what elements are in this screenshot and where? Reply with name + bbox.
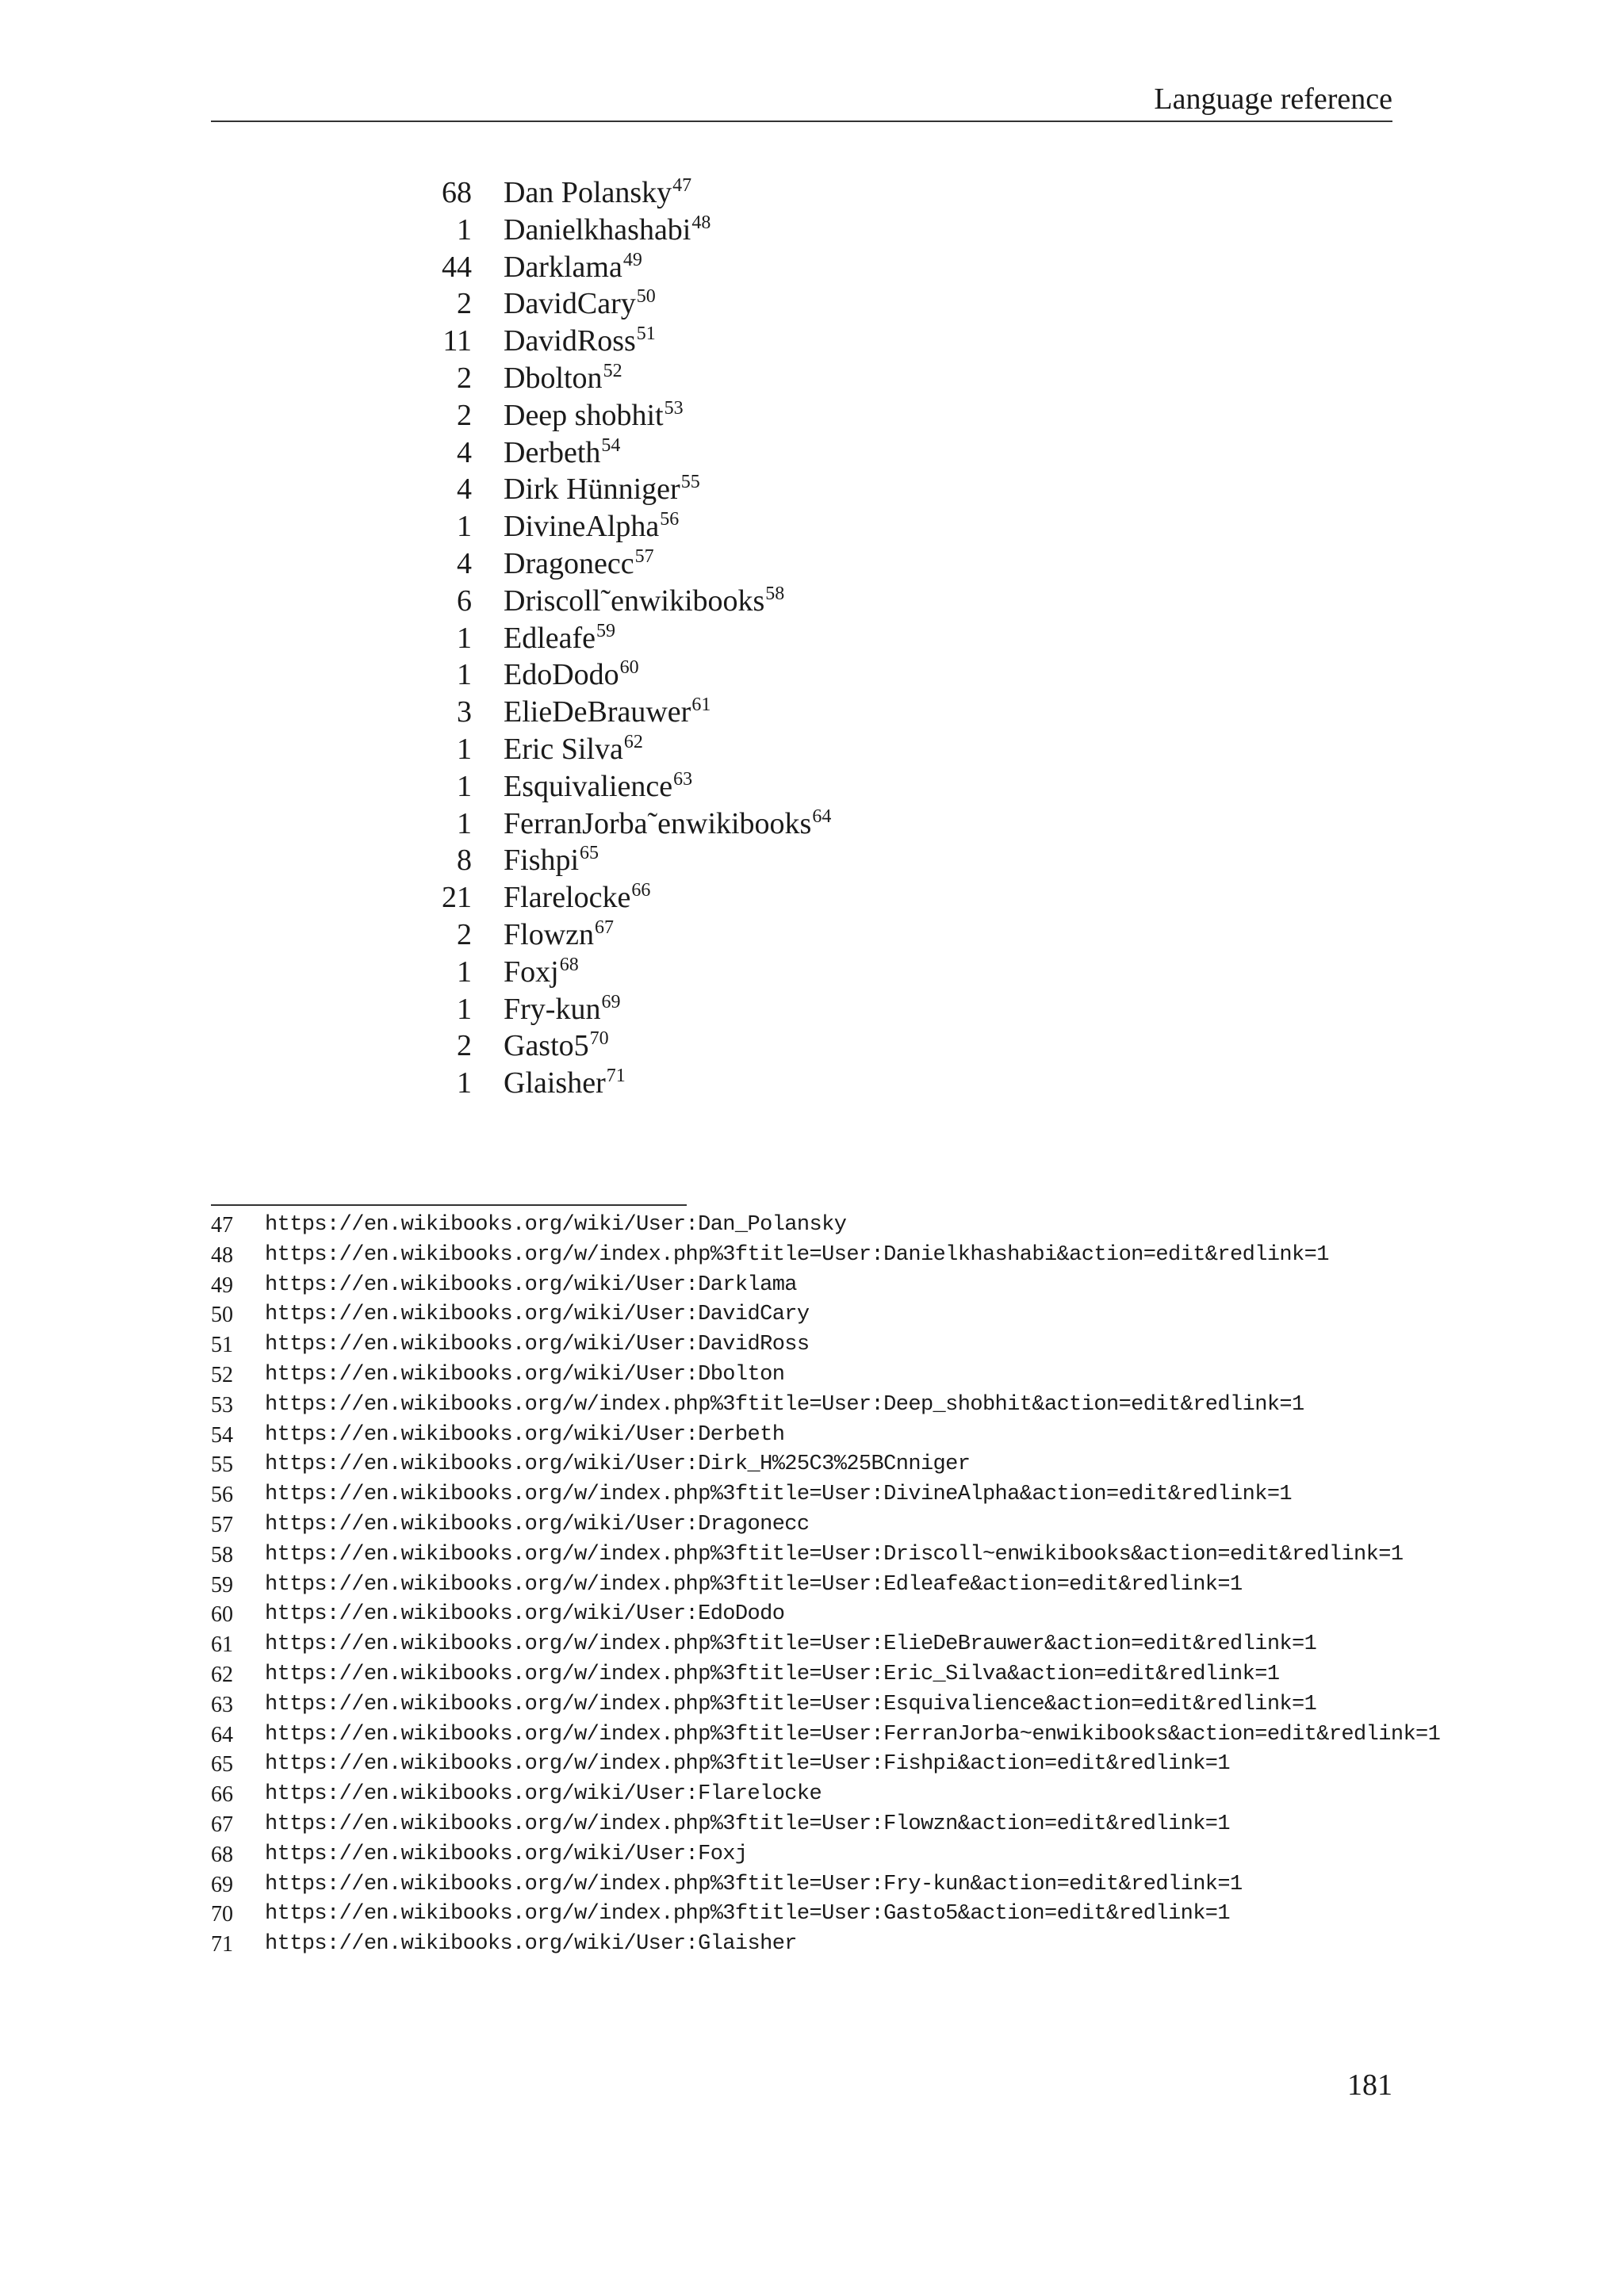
footnote	[211, 1750, 1583, 1780]
footnote-marker[interactable]: 64	[812, 806, 832, 827]
contribution-count: 1	[457, 1066, 472, 1100]
footnote-marker[interactable]: 56	[660, 509, 680, 530]
footnote-url[interactable]: https://en.wikibooks.org/wiki/User:Flarelocke	[265, 1782, 822, 1807]
footnote-url[interactable]: https://en.wikibooks.org/wiki/User:Dragonecc	[265, 1512, 810, 1536]
header-rule	[211, 121, 1392, 122]
contributor-entry	[504, 768, 692, 806]
contributor-row	[412, 1065, 1205, 1102]
contributor-name: ElieDeBrauwer	[504, 695, 691, 729]
contributor-entry	[504, 471, 700, 508]
contributor-entry	[504, 323, 656, 360]
contributor-row	[412, 174, 1205, 212]
contributor-entry	[504, 656, 639, 694]
footnote	[211, 1241, 1583, 1271]
footnote-url[interactable]: https://en.wikibooks.org/w/index.php%3ftitle=User:Flowzn&action=edit&redlink=1	[265, 1812, 1231, 1836]
footnote-url[interactable]: https://en.wikibooks.org/w/index.php%3ftitle=User:Edleafe&action=edit&redlink=1	[265, 1572, 1243, 1597]
contribution-count: 3	[457, 695, 472, 729]
footnote	[211, 1630, 1583, 1660]
footnote-marker[interactable]: 60	[619, 657, 639, 679]
contribution-count: 21	[442, 881, 472, 915]
footnote	[211, 1780, 1583, 1810]
contributor-row	[412, 879, 1205, 916]
footnote	[211, 1540, 1583, 1571]
contributor-name: Glaisher	[504, 1066, 606, 1100]
contributor-entry	[504, 360, 622, 397]
footnote	[211, 1300, 1583, 1330]
contributor-name: Driscoll˜enwikibooks	[504, 584, 765, 618]
contributor-entry	[504, 1065, 626, 1102]
footnote-marker[interactable]: 48	[691, 212, 711, 233]
contributor-name: Foxj	[504, 955, 559, 989]
contribution-count: 4	[457, 473, 472, 507]
footnote-marker[interactable]: 71	[606, 1066, 626, 1087]
contribution-count: 1	[457, 769, 472, 803]
footnote-number: 66	[211, 1782, 233, 1808]
contributor-row	[412, 545, 1205, 583]
footnote-number: 63	[211, 1692, 233, 1717]
contribution-count: 2	[457, 917, 472, 951]
footnote-marker[interactable]: 68	[559, 954, 579, 975]
contributor-entry	[504, 508, 679, 545]
running-header: Language reference	[1154, 82, 1392, 116]
contributor-name: DivineAlpha	[504, 510, 660, 544]
footnote-marker[interactable]: 63	[673, 768, 693, 790]
contributor-row	[412, 249, 1205, 286]
footnote-number: 71	[211, 1932, 233, 1957]
footnote-number: 52	[211, 1362, 233, 1387]
contributor-entry	[504, 285, 656, 323]
footnote-url[interactable]: https://en.wikibooks.org/w/index.php%3ftitle=User:Gasto5&action=edit&redlink=1	[265, 1902, 1231, 1927]
contributor-row	[412, 731, 1205, 768]
footnote-url[interactable]: https://en.wikibooks.org/wiki/User:Dbolton	[265, 1362, 785, 1387]
footnote	[211, 1810, 1583, 1840]
contributor-entry	[504, 545, 654, 583]
contributor-entry	[504, 397, 684, 434]
footnote-marker[interactable]: 65	[580, 843, 599, 864]
footnote-url[interactable]: https://en.wikibooks.org/wiki/User:DavidCary	[265, 1303, 810, 1327]
footnote-number: 56	[211, 1483, 233, 1508]
footnote-marker[interactable]: 54	[601, 434, 621, 456]
contributor-name: Gasto5	[504, 1029, 589, 1063]
footnote	[211, 1840, 1583, 1870]
footnote-url[interactable]: https://en.wikibooks.org/w/index.php%3ftitle=User:Danielkhashabi&action=edit&redlink=1	[265, 1242, 1329, 1267]
page-number: 181	[1347, 2068, 1392, 2102]
footnote-url[interactable]: https://en.wikibooks.org/wiki/User:EdoDodo	[265, 1602, 785, 1627]
contributor-row	[412, 656, 1205, 694]
footnote	[211, 1271, 1583, 1301]
contributor-entry	[504, 954, 579, 991]
footnote	[211, 1930, 1583, 1960]
contributor-name: Edleafe	[504, 621, 596, 655]
footnote-number: 60	[211, 1602, 233, 1628]
contributor-name: Danielkhashabi	[504, 212, 691, 247]
contributor-name: Fishpi	[504, 844, 580, 878]
footnote	[211, 1330, 1583, 1360]
footnote-url[interactable]: https://en.wikibooks.org/w/index.php%3ftitle=User:Fishpi&action=edit&redlink=1	[265, 1752, 1231, 1777]
contribution-count: 68	[442, 176, 472, 209]
footnote-number: 59	[211, 1572, 233, 1598]
footnote-list	[211, 1211, 1583, 1960]
footnote	[211, 1870, 1583, 1900]
footnote	[211, 1571, 1583, 1601]
contributor-name: Dan Polansky	[504, 176, 672, 209]
contributor-entry	[504, 583, 784, 620]
footnote-marker[interactable]: 55	[680, 472, 700, 493]
contributor-row	[412, 694, 1205, 731]
contributor-entry	[504, 916, 614, 954]
footnote-marker[interactable]: 67	[595, 916, 614, 938]
contribution-count: 1	[457, 212, 472, 247]
footnote	[211, 1450, 1583, 1480]
footnote-number: 53	[211, 1392, 233, 1418]
contributor-name: Darklama	[504, 250, 622, 284]
footnote-url[interactable]: https://en.wikibooks.org/wiki/User:Darklama	[265, 1272, 797, 1297]
footnote-number: 67	[211, 1812, 233, 1837]
footnote-marker[interactable]: 70	[589, 1028, 609, 1050]
footnote-url[interactable]: https://en.wikibooks.org/wiki/User:Derbeth	[265, 1422, 785, 1447]
contributor-entry	[504, 620, 615, 657]
footnote-marker[interactable]: 52	[603, 360, 622, 381]
footnote-url[interactable]: https://en.wikibooks.org/w/index.php%3ftitle=User:FerranJorba~enwikibooks&action=edit&redlink=1	[265, 1722, 1441, 1747]
contributor-row	[412, 806, 1205, 843]
contributor-name: Fry-kun	[504, 992, 601, 1026]
footnote-url[interactable]: https://en.wikibooks.org/w/index.php%3ftitle=User:DivineAlpha&action=edit&redlink=1	[265, 1483, 1293, 1507]
footnote-number: 47	[211, 1213, 233, 1238]
contributor-row	[412, 1027, 1205, 1065]
contribution-count: 1	[457, 806, 472, 840]
contributor-row	[412, 991, 1205, 1028]
footnote-number: 48	[211, 1242, 233, 1268]
footnote-number: 68	[211, 1842, 233, 1867]
contribution-count: 6	[457, 584, 472, 618]
footnote-number: 49	[211, 1272, 233, 1298]
contribution-count: 1	[457, 992, 472, 1026]
contribution-count: 1	[457, 621, 472, 655]
contributor-entry	[504, 991, 620, 1028]
contributor-row	[412, 397, 1205, 434]
contributor-entry	[504, 212, 710, 249]
contributor-row	[412, 434, 1205, 472]
footnote	[211, 1421, 1583, 1451]
footnote-number: 54	[211, 1422, 233, 1448]
contributor-entry	[504, 694, 710, 731]
footnote	[211, 1600, 1583, 1630]
contribution-count: 2	[457, 1029, 472, 1063]
footnote-number: 55	[211, 1452, 233, 1478]
contributor-row	[412, 508, 1205, 545]
contribution-count: 4	[457, 435, 472, 469]
contributor-entry	[504, 249, 642, 286]
footnote-marker[interactable]: 53	[664, 397, 684, 419]
footnote-url[interactable]: https://en.wikibooks.org/wiki/User:Dan_Polansky	[265, 1213, 847, 1237]
footnote-number: 57	[211, 1512, 233, 1537]
footnote-url[interactable]: https://en.wikibooks.org/w/index.php%3ftitle=User:Fry-kun&action=edit&redlink=1	[265, 1872, 1243, 1896]
contributor-name: Esquivalience	[504, 769, 673, 803]
footnote-url[interactable]: https://en.wikibooks.org/wiki/User:Dirk_H%25C3%25BCnniger	[265, 1452, 971, 1477]
contributor-entry	[504, 174, 691, 212]
footnote	[211, 1690, 1583, 1720]
footnote-url[interactable]: https://en.wikibooks.org/w/index.php%3ftitle=User:Esquivalience&action=edit&redlink=1	[265, 1692, 1317, 1716]
contributor-row	[412, 620, 1205, 657]
footnote-url[interactable]: https://en.wikibooks.org/w/index.php%3ftitle=User:Driscoll~enwikibooks&action=edit&redlink=1	[265, 1542, 1404, 1567]
footnote	[211, 1391, 1583, 1421]
contributor-entry	[504, 879, 650, 916]
footnote	[211, 1360, 1583, 1391]
contributor-row	[412, 768, 1205, 806]
contributor-entry	[504, 806, 831, 843]
contributor-name: EdoDodo	[504, 658, 619, 692]
footnote-url[interactable]: https://en.wikibooks.org/w/index.php%3ftitle=User:Deep_shobhit&action=edit&redlink=1	[265, 1392, 1304, 1417]
contributor-entry	[504, 731, 643, 768]
contributor-name: Eric Silva	[504, 732, 623, 766]
contributor-name: Dragonecc	[504, 546, 634, 580]
contributor-name: DavidCary	[504, 287, 636, 321]
footnote-marker[interactable]: 61	[691, 695, 711, 716]
contributor-row	[412, 212, 1205, 249]
contributor-list	[412, 174, 1205, 1102]
contributor-name: Derbeth	[504, 435, 601, 469]
contributor-name: FerranJorba˜enwikibooks	[504, 806, 812, 840]
contributor-row	[412, 471, 1205, 508]
contributor-row	[412, 323, 1205, 360]
footnote-url[interactable]: https://en.wikibooks.org/wiki/User:Foxj	[265, 1842, 748, 1866]
contributor-name: Dirk Hünniger	[504, 473, 680, 507]
contribution-count: 8	[457, 844, 472, 878]
footnote-marker[interactable]: 49	[622, 249, 642, 270]
contributor-row	[412, 583, 1205, 620]
footnote-url[interactable]: https://en.wikibooks.org/w/index.php%3ftitle=User:Eric_Silva&action=edit&redlink=1	[265, 1662, 1280, 1686]
footnote-number: 70	[211, 1902, 233, 1927]
contribution-count: 1	[457, 732, 472, 766]
footnote-number: 50	[211, 1303, 233, 1328]
footnote-number: 61	[211, 1632, 233, 1658]
contributor-entry	[504, 1027, 609, 1065]
footnote-number: 69	[211, 1872, 233, 1897]
contributor-row	[412, 285, 1205, 323]
contribution-count: 1	[457, 955, 472, 989]
footnote-marker[interactable]: 66	[631, 880, 651, 901]
contributor-name: DavidRoss	[504, 324, 636, 358]
footnote-marker[interactable]: 50	[636, 286, 656, 308]
contribution-count: 2	[457, 287, 472, 321]
contributor-name: Deep shobhit	[504, 398, 664, 432]
footnote-url[interactable]: https://en.wikibooks.org/w/index.php%3ftitle=User:ElieDeBrauwer&action=edit&redlink=1	[265, 1632, 1317, 1657]
contribution-count: 2	[457, 361, 472, 395]
footnote	[211, 1510, 1583, 1540]
footnote-marker[interactable]: 57	[634, 545, 654, 567]
contributor-row	[412, 954, 1205, 991]
footnote-marker[interactable]: 69	[601, 991, 621, 1012]
footnote	[211, 1211, 1583, 1241]
footnote	[211, 1720, 1583, 1751]
footnote	[211, 1660, 1583, 1690]
footnote-number: 51	[211, 1333, 233, 1358]
contributor-row	[412, 916, 1205, 954]
footnote	[211, 1480, 1583, 1510]
contributor-name: Flowzn	[504, 917, 594, 951]
footnote-marker[interactable]: 59	[596, 620, 616, 641]
footnote-marker[interactable]: 47	[672, 175, 692, 196]
contributor-entry	[504, 434, 620, 472]
contributor-name: Flarelocke	[504, 881, 631, 915]
contribution-count: 2	[457, 398, 472, 432]
footnote	[211, 1900, 1583, 1930]
contribution-count: 1	[457, 510, 472, 544]
footnote-url[interactable]: https://en.wikibooks.org/wiki/User:Glaisher	[265, 1932, 797, 1957]
footnote-number: 65	[211, 1752, 233, 1777]
footnote-marker[interactable]: 51	[636, 323, 656, 345]
contribution-count: 1	[457, 658, 472, 692]
footnote-number: 62	[211, 1662, 233, 1687]
footnote-rule	[211, 1204, 687, 1206]
contribution-count: 44	[442, 250, 472, 284]
footnote-number: 64	[211, 1722, 233, 1747]
contributor-entry	[504, 842, 599, 879]
footnote-marker[interactable]: 62	[623, 731, 643, 752]
contributor-row	[412, 842, 1205, 879]
contribution-count: 11	[442, 324, 472, 358]
contributor-name: Dbolton	[504, 361, 603, 395]
contribution-count: 4	[457, 546, 472, 580]
contributor-row	[412, 360, 1205, 397]
footnote-url[interactable]: https://en.wikibooks.org/wiki/User:DavidRoss	[265, 1333, 810, 1357]
footnote-marker[interactable]: 58	[765, 583, 785, 604]
footnote-number: 58	[211, 1542, 233, 1567]
